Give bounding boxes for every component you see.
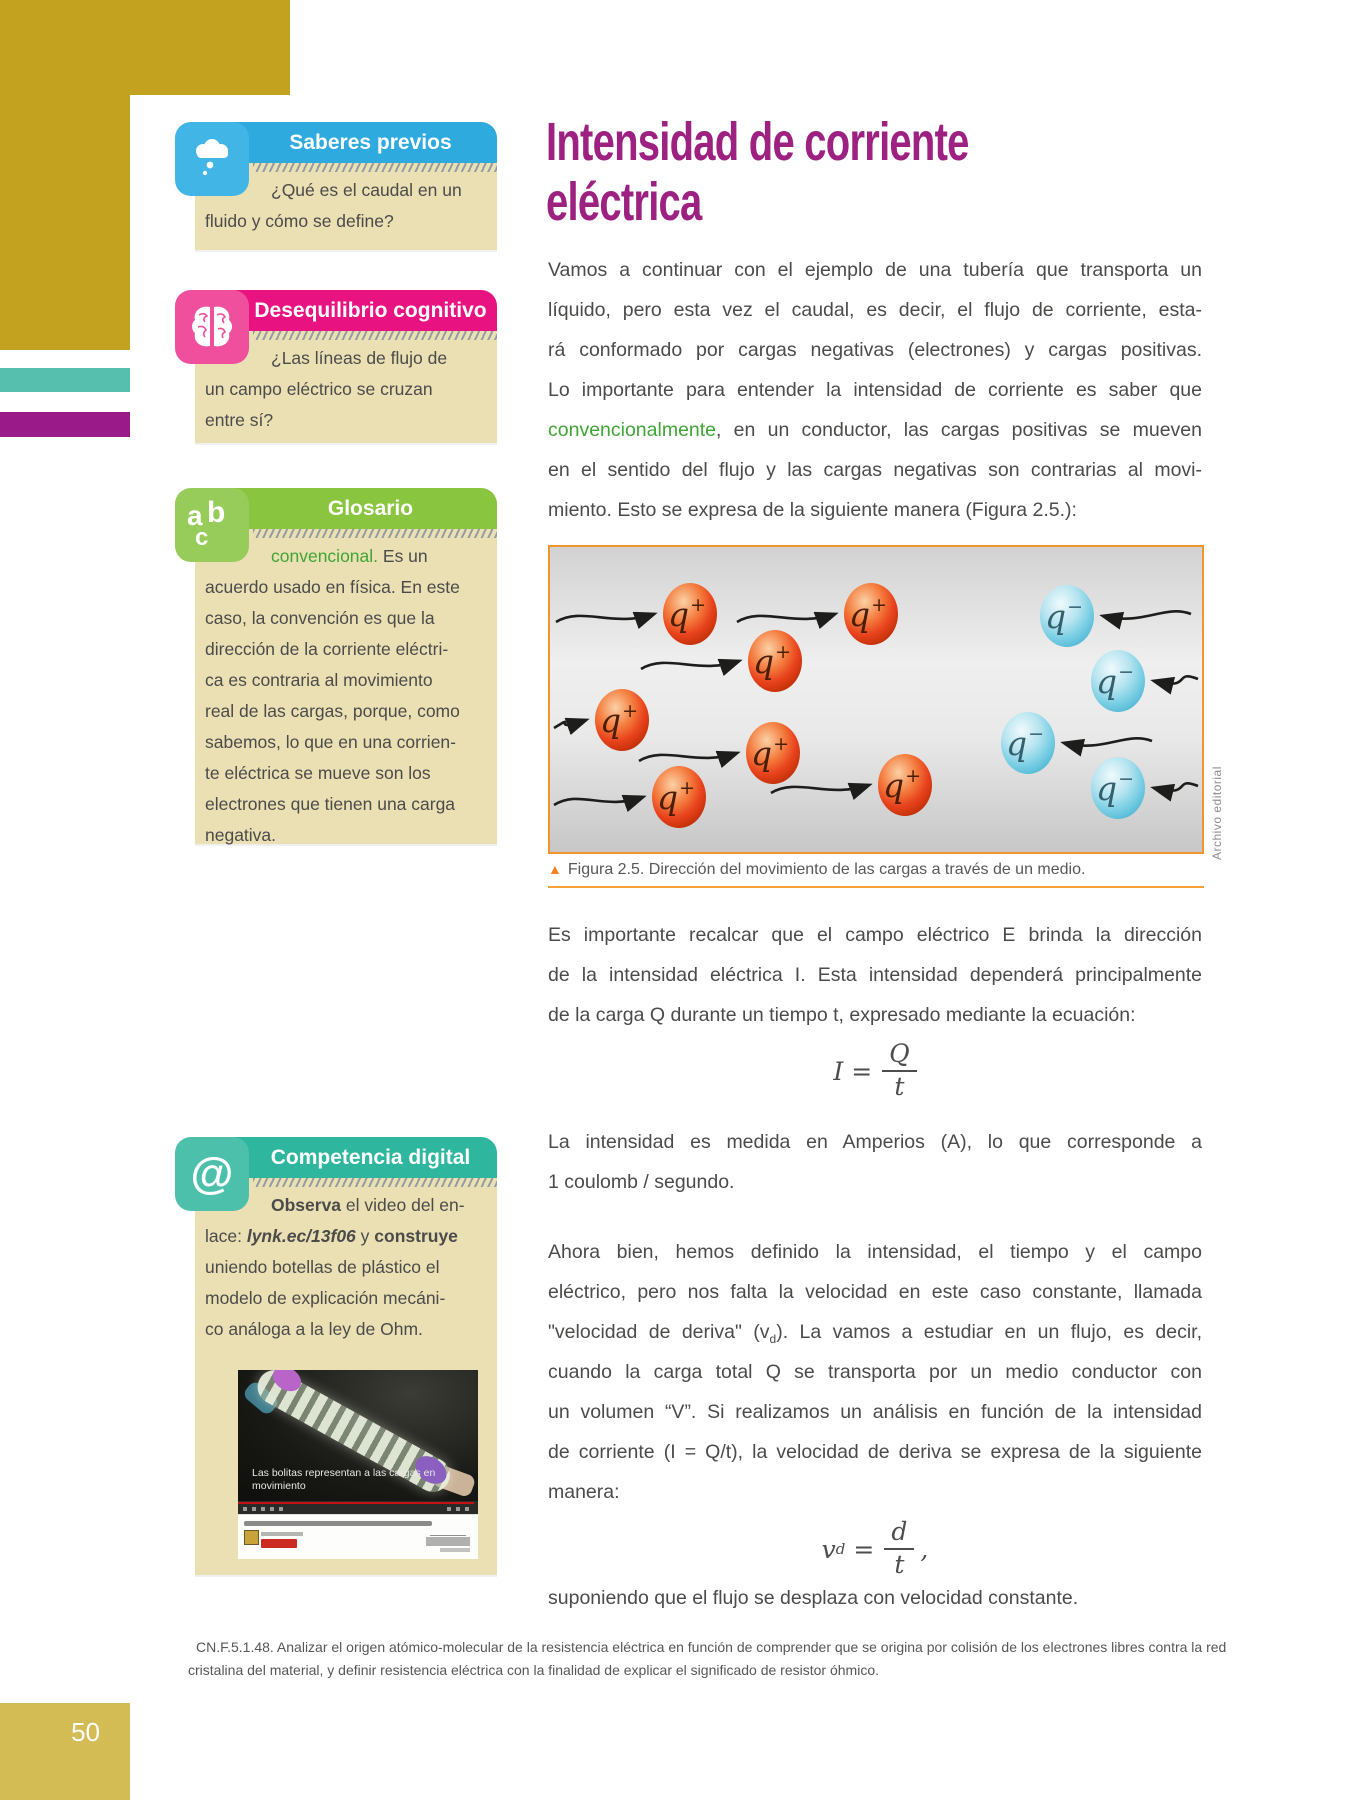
paragraph-closing bbox=[548, 1578, 1202, 1618]
charge-label: q− bbox=[1095, 661, 1135, 701]
text-line: La intensidad es medida en Amperios (A), lo que corresponde a bbox=[548, 1131, 1202, 1153]
text-line: un campo eléctrico se cruzan bbox=[205, 379, 433, 399]
paragraph-deriva bbox=[548, 1232, 1202, 1512]
video-controls-bar bbox=[238, 1501, 478, 1514]
glosario-title: Glosario bbox=[327, 496, 414, 520]
fraction bbox=[882, 1040, 917, 1102]
glosario-box bbox=[172, 488, 502, 844]
text-line: convencionalmente, en un conductor, las cargas positivas se mueven bbox=[548, 419, 1202, 441]
video-thumbnail bbox=[238, 1370, 478, 1558]
competencia-digital-box bbox=[172, 1137, 502, 1575]
fraction-numerator: Q bbox=[882, 1040, 917, 1072]
text-line: caso, la convención es que la bbox=[205, 608, 435, 628]
text-line: suponiendo que el flujo se desplaza con velocidad constante. bbox=[548, 1587, 1079, 1609]
text-line: miento. Esto se expresa de la siguiente manera (Figura 2.5.): bbox=[548, 499, 1077, 521]
text-line: ¿Las líneas de flujo de bbox=[271, 348, 448, 368]
text-line: líquido, pero esta vez el caudal, es decir, el flujo de corriente, esta- bbox=[548, 299, 1202, 321]
text-line: lace: lynk.ec/13f06 y construye bbox=[205, 1226, 458, 1246]
charge-label: q+ bbox=[656, 777, 696, 817]
video-caption: Las bolitas representan a las cargas en movimiento bbox=[252, 1467, 436, 1492]
text-line: sabemos, lo que en una corrien- bbox=[205, 732, 456, 752]
equation-current-intensity bbox=[548, 1040, 1202, 1102]
text-line: 1 coulomb / segundo. bbox=[548, 1171, 735, 1193]
brain-icon bbox=[175, 290, 249, 364]
flow-arrow bbox=[1154, 783, 1198, 790]
text-line: co análoga a la ley de Ohm. bbox=[205, 1319, 423, 1339]
paragraph-intro bbox=[548, 250, 1202, 530]
likes-placeholder bbox=[440, 1548, 470, 1552]
text-line: Lo importante para entender la intensidad de corriente es saber que bbox=[548, 379, 1202, 401]
charge-label: q+ bbox=[667, 594, 707, 634]
gold-side-band bbox=[0, 0, 130, 350]
video-progress-bar bbox=[238, 1502, 474, 1504]
hatch-divider bbox=[253, 331, 497, 340]
caption-underline bbox=[548, 886, 1204, 888]
figure-2-5 bbox=[548, 545, 1204, 854]
text-line: ¿Qué es el caudal en un bbox=[271, 180, 462, 200]
player-buttons bbox=[447, 1507, 473, 1511]
channel-avatar bbox=[244, 1530, 259, 1545]
glosario-body bbox=[195, 529, 497, 844]
flow-arrow bbox=[556, 614, 654, 622]
charge-label: q− bbox=[1044, 596, 1084, 636]
text-line: acuerdo usado en física. En este bbox=[205, 577, 460, 597]
charge-label: q+ bbox=[882, 765, 922, 805]
text-line: electrones que tienen una carga bbox=[205, 794, 456, 814]
text-line: negativa. bbox=[205, 825, 277, 845]
video-info-panel bbox=[238, 1514, 478, 1559]
caption-triangle-icon: ▲ bbox=[548, 861, 562, 877]
subscribe-button-placeholder bbox=[261, 1539, 297, 1548]
text-line: de la carga Q durante un tiempo t, expresado mediante la ecuación: bbox=[548, 1004, 1136, 1026]
hatch-divider bbox=[253, 1178, 497, 1187]
page-title bbox=[546, 112, 969, 232]
desequilibrio-box bbox=[172, 290, 502, 443]
flow-arrow bbox=[1064, 738, 1152, 745]
video-screen bbox=[238, 1370, 478, 1501]
saberes-previos-box bbox=[172, 122, 502, 250]
fraction-numerator: d bbox=[884, 1518, 914, 1550]
charge-label: q+ bbox=[848, 594, 888, 634]
text-line: eléctrico, pero nos falta la velocidad en este caso constante, llamada bbox=[548, 1281, 1202, 1303]
curriculum-standard bbox=[188, 1636, 1227, 1682]
player-buttons bbox=[243, 1507, 287, 1511]
text-line: modelo de explicación mecáni- bbox=[205, 1288, 446, 1308]
equals-sign: = bbox=[851, 1056, 873, 1086]
thought-cloud-icon bbox=[187, 134, 237, 184]
text-line: convencional. Es un bbox=[271, 546, 428, 566]
brain-icon bbox=[186, 301, 238, 353]
channel-name-placeholder bbox=[261, 1532, 303, 1536]
text-line: Vamos a continuar con el ejemplo de una tubería que transporta un bbox=[548, 259, 1202, 281]
text-line: en el sentido del flujo y las cargas negativas son contrarias al movi- bbox=[548, 459, 1202, 481]
fraction-denominator: t bbox=[894, 1550, 905, 1579]
hatch-divider bbox=[253, 163, 497, 172]
flow-arrow bbox=[771, 785, 869, 793]
eq-suffix: , bbox=[920, 1534, 929, 1564]
charge-label: q+ bbox=[752, 641, 792, 681]
thought-cloud-icon bbox=[175, 122, 249, 196]
flow-arrow bbox=[737, 614, 835, 622]
equals-sign: = bbox=[853, 1534, 875, 1564]
text-line: CN.F.5.1.48. Analizar el origen atómico-molecular de la resistencia eléctrica en función de comprender que se origina por colisión de los electrones libres contra la red bbox=[196, 1639, 1227, 1655]
abc-letters-icon bbox=[175, 488, 249, 562]
page-title-line2: eléctrica bbox=[546, 172, 702, 232]
text-line: de la intensidad eléctrica I. Esta intensidad dependerá principalmente bbox=[548, 964, 1202, 986]
flow-arrow bbox=[1154, 676, 1198, 683]
paragraph-amperios bbox=[548, 1122, 1202, 1202]
text-line: fluido y cómo se define? bbox=[205, 211, 394, 231]
figure-credit: Archivo editorial bbox=[1210, 766, 1224, 860]
text-line: rá conformado por cargas negativas (electrones) y cargas positivas. bbox=[548, 339, 1202, 361]
text-line: real de las cargas, porque, como bbox=[205, 701, 460, 721]
text-line: ca es contraria al movimiento bbox=[205, 670, 433, 690]
eq-lhs: I bbox=[833, 1056, 844, 1086]
competencia-digital-title: Competencia digital bbox=[270, 1145, 471, 1169]
text-line: Ahora bien, hemos definido la intensidad, el tiempo y el campo bbox=[548, 1241, 1202, 1263]
charge-label: q− bbox=[1095, 768, 1135, 808]
hatch-divider bbox=[253, 529, 497, 538]
figure-caption-text: Figura 2.5. Dirección del movimiento de las cargas a través de un medio. bbox=[567, 861, 1086, 878]
page-number-box bbox=[0, 1703, 130, 1800]
page-number: 50 bbox=[71, 1717, 100, 1747]
text-line: te eléctrica se mueve son los bbox=[205, 763, 431, 783]
video-title-placeholder bbox=[244, 1521, 432, 1526]
figure-canvas bbox=[550, 547, 1202, 852]
desequilibrio-title: Desequilibrio cognitivo bbox=[254, 298, 487, 322]
charge-label: q+ bbox=[599, 700, 639, 740]
flow-arrow bbox=[641, 661, 739, 669]
fraction-denominator: t bbox=[894, 1072, 905, 1101]
teal-strip bbox=[0, 368, 130, 392]
text-line: dirección de la corriente eléctri- bbox=[205, 639, 449, 659]
text-line: cuando la carga total Q se transporta por un medio conductor con bbox=[548, 1361, 1202, 1383]
views-placeholder bbox=[426, 1537, 470, 1546]
saberes-previos-title: Saberes previos bbox=[289, 130, 452, 154]
purple-strip bbox=[0, 412, 130, 437]
eq-lhs-subscript: d bbox=[835, 1540, 846, 1558]
text-line: Observa el video del en- bbox=[271, 1195, 465, 1215]
paragraph-field bbox=[548, 915, 1202, 1035]
charge-label: q− bbox=[1005, 723, 1045, 763]
text-line: "velocidad de deriva" $(v_d)$. La vamos a estudiar en un flujo, es decir, bbox=[548, 1321, 1202, 1346]
flow-arrow bbox=[554, 797, 643, 805]
figure-caption bbox=[548, 858, 1202, 881]
abc-letters-icon: a b c bbox=[187, 496, 226, 551]
text-line: un volumen “V”. Si realizamos un análisis en función de la intensidad bbox=[548, 1401, 1202, 1423]
text-line: de corriente (I = Q/t), la velocidad de deriva se expresa de la siguiente bbox=[548, 1441, 1202, 1463]
fraction bbox=[884, 1518, 914, 1580]
eq-lhs: v bbox=[821, 1534, 836, 1564]
at-sign-icon: @ bbox=[190, 1149, 234, 1198]
text-line: uniendo botellas de plástico el bbox=[205, 1257, 440, 1277]
text-line: cristalina del material, y definir resistencia eléctrica con la finalidad de explicar el significado de resistor óhmico. bbox=[188, 1662, 879, 1678]
equation-drift-velocity bbox=[548, 1518, 1202, 1580]
flow-arrow bbox=[554, 720, 586, 728]
flow-arrow bbox=[639, 753, 737, 761]
at-sign-icon bbox=[175, 1137, 249, 1211]
charge-label: q+ bbox=[750, 733, 790, 773]
page-title-line1: Intensidad de corriente bbox=[546, 112, 969, 172]
text-line: entre sí? bbox=[205, 410, 274, 430]
text-line: Es importante recalcar que el campo eléctrico E brinda la dirección bbox=[548, 924, 1202, 946]
text-line: manera: bbox=[548, 1481, 620, 1503]
flow-arrow bbox=[1103, 611, 1191, 618]
